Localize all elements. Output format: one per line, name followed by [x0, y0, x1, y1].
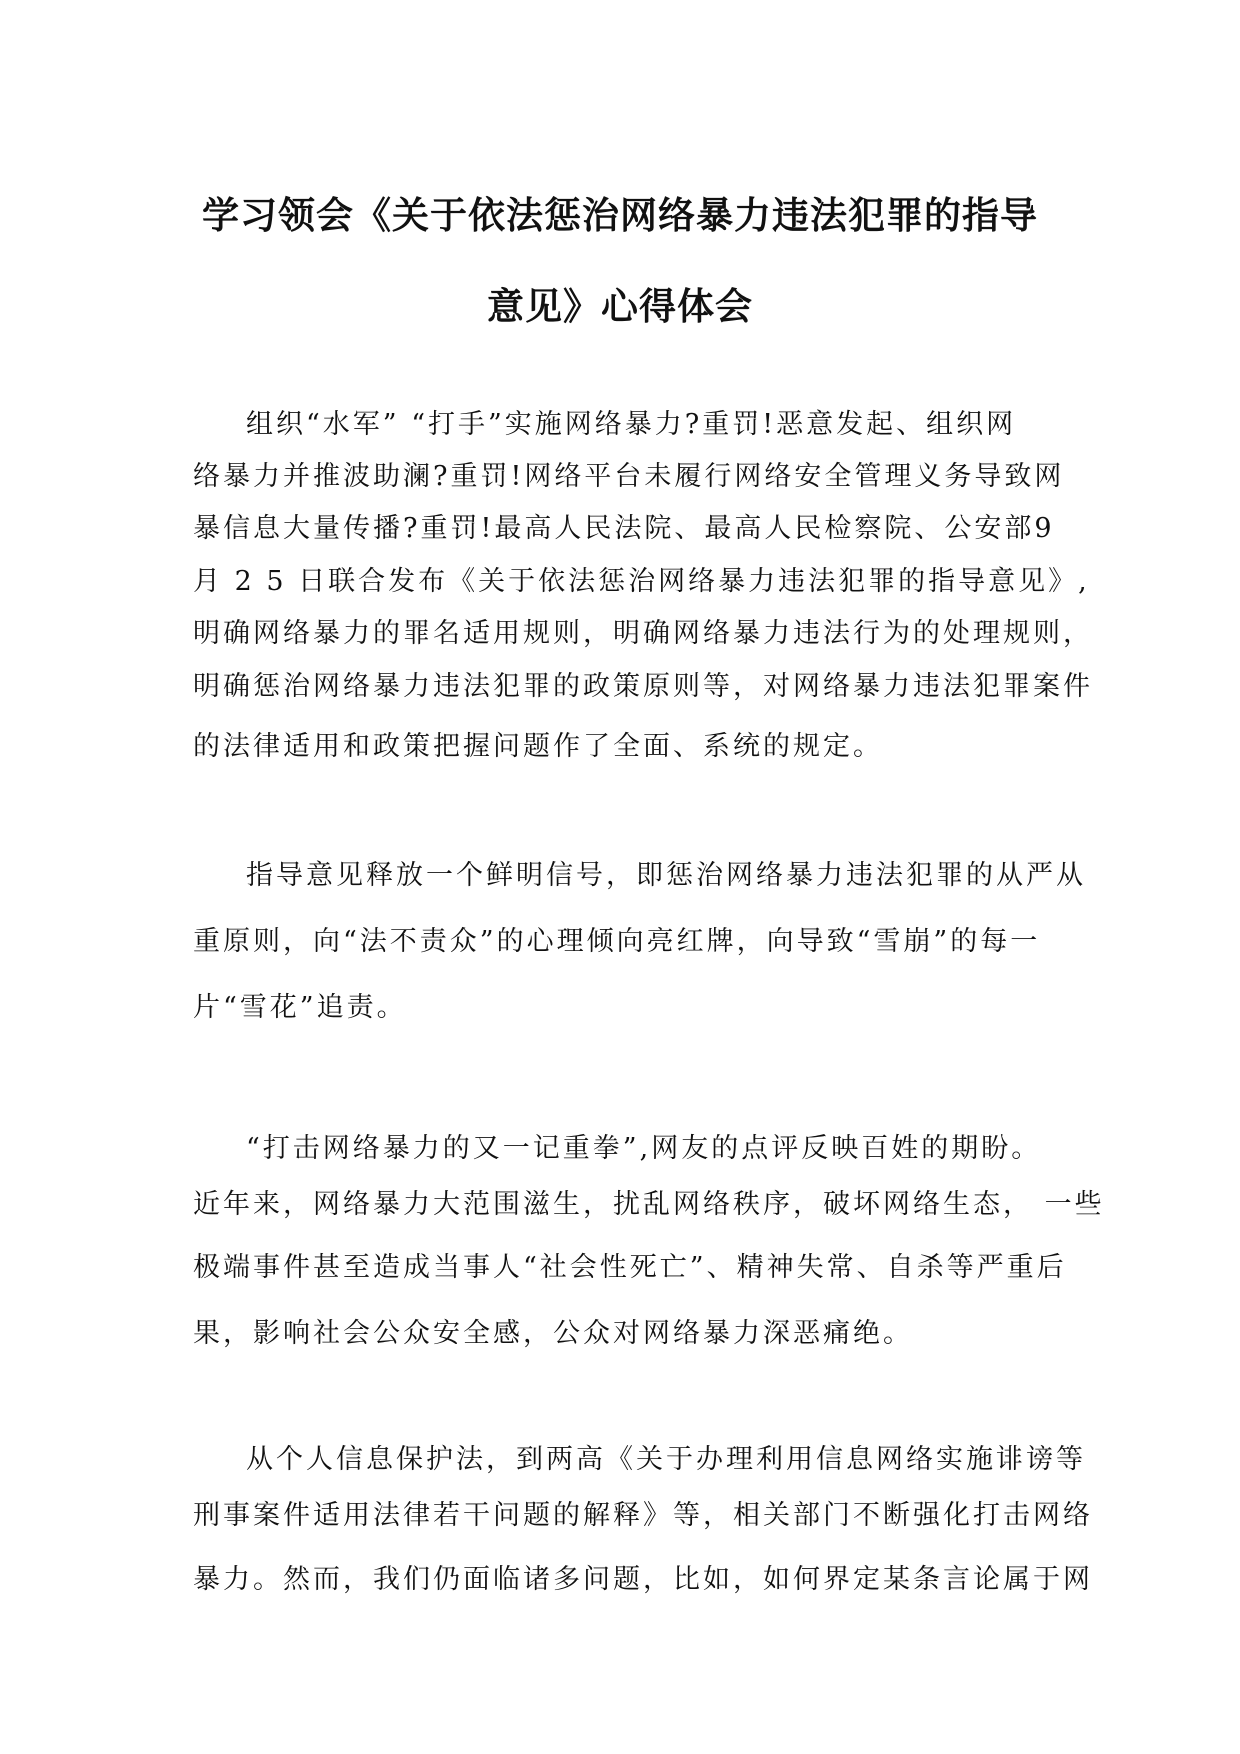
paragraph-1-line-6: 明确惩治网络暴力违法犯罪的政策原则等，对网络暴力违法犯罪案件	[193, 671, 1093, 702]
paragraph-4-line-3: 暴力。然而，我们仍面临诸多问题，比如，如何界定某条言论属于网	[193, 1564, 1093, 1595]
paragraph-1-line-3: 暴信息大量传播?重罚!最高人民法院、最高人民检察院、公安部9	[193, 513, 1055, 544]
paragraph-3-line-1: “打击网络暴力的又一记重拳”,网友的点评反映百姓的期盼。	[246, 1133, 1042, 1164]
paragraph-2-line-3: 片“雪花”追责。	[193, 992, 407, 1023]
paragraph-3-line-4: 果，影响社会公众安全感，公众对网络暴力深恶痛绝。	[193, 1318, 913, 1349]
paragraph-2-line-1: 指导意见释放一个鲜明信号，即惩治网络暴力违法犯罪的从严从	[246, 860, 1086, 891]
document-title-line-2: 意见》心得体会	[487, 285, 753, 328]
paragraph-3-line-3: 极端事件甚至造成当事人“社会性死亡”、精神失常、自杀等严重后	[193, 1252, 1067, 1283]
paragraph-1-line-1: 组织“水军” “打手”实施网络暴力?重罚!恶意发起、组织网	[246, 409, 1017, 440]
document-title-line-1: 学习领会《关于依法惩治网络暴力违法犯罪的指导	[202, 194, 1038, 237]
paragraph-2-line-2: 重原则，向“法不责众”的心理倾向亮红牌，向导致“雪崩”的每一	[193, 926, 1041, 957]
paragraph-1-line-4: 月 2 5 日联合发布《关于依法惩治网络暴力违法犯罪的指导意见》,	[193, 566, 1090, 597]
paragraph-1-line-7: 的法律适用和政策把握问题作了全面、系统的规定。	[193, 731, 883, 762]
paragraph-3-line-2: 近年来，网络暴力大范围滋生，扰乱网络秩序，破坏网络生态， 一些	[193, 1189, 1105, 1220]
paragraph-1-line-2: 络暴力并推波助澜?重罚!网络平台未履行网络安全管理义务导致网	[193, 461, 1065, 492]
paragraph-4-line-1: 从个人信息保护法，到两高《关于办理利用信息网络实施诽谤等	[246, 1444, 1086, 1475]
paragraph-4-line-2: 刑事案件适用法律若干问题的解释》等，相关部门不断强化打击网络	[193, 1500, 1093, 1531]
paragraph-1-line-5: 明确网络暴力的罪名适用规则，明确网络暴力违法行为的处理规则，	[193, 618, 1093, 649]
